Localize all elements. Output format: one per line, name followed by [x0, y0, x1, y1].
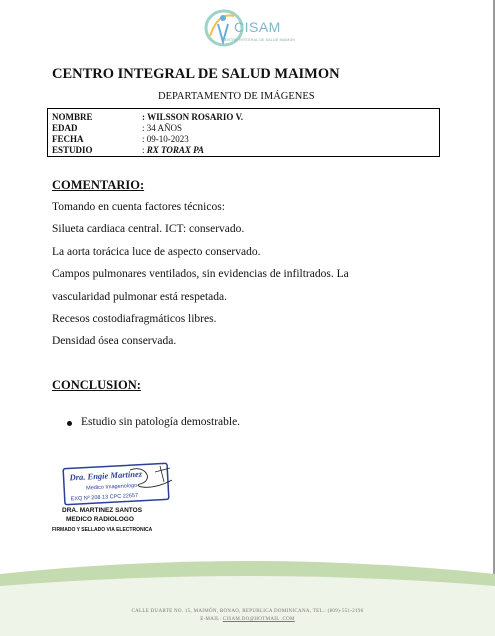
info-row-date: [52, 134, 189, 144]
footer-email-label: E-MAIL:: [200, 617, 223, 622]
info-row-age: [52, 123, 183, 133]
conclusion-title: CONCLUSION:: [52, 378, 141, 392]
footer-email-line: [0, 617, 495, 622]
stamp-line2: Medico Imagenologo: [86, 482, 138, 492]
study-label: ESTUDIO: [52, 145, 93, 155]
comentario-title: COMENTARIO:: [52, 178, 145, 192]
comentario-line: La aorta torácica luce de aspecto conservado.: [52, 246, 261, 258]
comentario-line: Campos pulmonares ventilados, sin evidencias de infiltrados. La: [52, 268, 349, 280]
stamp-line3: EXQ Nº 208 13 CPC 22657: [70, 492, 139, 503]
date-label: FECHA: [52, 134, 84, 144]
signature-stamp: [60, 462, 180, 506]
footer-email-link[interactable]: CISAM.DO@HOTMAIL .COM: [222, 617, 295, 622]
department-title: DEPARTAMENTO DE IMÁGENES: [158, 91, 315, 102]
stamp-line1: Dra. Engie Martinez: [69, 468, 143, 483]
comentario-line: Recesos costodiafragmáticos libres.: [52, 313, 217, 325]
bullet-icon: [67, 421, 72, 426]
comentario-line: Tomando en cuenta factores técnicos:: [52, 201, 225, 213]
logo-text: CISAM: [234, 19, 281, 35]
conclusion-item: Estudio sin patología demostrable.: [81, 416, 241, 428]
doctor-title: MEDICO RADIOLOGO: [66, 516, 134, 523]
name-value: : WILSSON ROSARIO V.: [142, 112, 244, 122]
electronic-signature-note: FIRMADO Y SELLADO VIA ELECTRONICA: [52, 527, 153, 533]
comentario-line: Densidad ósea conservada.: [52, 335, 177, 347]
comentario-line: Silueta cardiaca central. ICT: conservado.: [52, 223, 245, 235]
comentario-line: vascularidad pulmonar está respetada.: [52, 291, 227, 303]
center-title: CENTRO INTEGRAL DE SALUD MAIMON: [52, 66, 340, 82]
date-value: : 09-10-2023: [142, 134, 189, 144]
doctor-signature-block: [62, 506, 142, 524]
patient-info-box: [47, 108, 440, 157]
info-row-study: [52, 145, 204, 155]
age-label: EDAD: [52, 123, 78, 133]
doctor-name: DRA. MARTINEZ SANTOS: [62, 507, 143, 514]
study-value: : RX TORAX PA: [142, 145, 204, 155]
info-row-name: [52, 112, 244, 122]
footer-wave: [0, 560, 495, 636]
logo-subtitle: CENTRO INTEGRAL DE SALUD MAIMON: [222, 38, 296, 42]
footer-address: CALLE DUARTE NO. 15, MAIMÓN, BONAO, REPUBLICA DOMINICANA, TEL.: (809)-551-2196: [131, 609, 364, 614]
age-value: : 34 AÑOS: [142, 123, 183, 133]
name-label: NOMBRE: [52, 112, 93, 122]
